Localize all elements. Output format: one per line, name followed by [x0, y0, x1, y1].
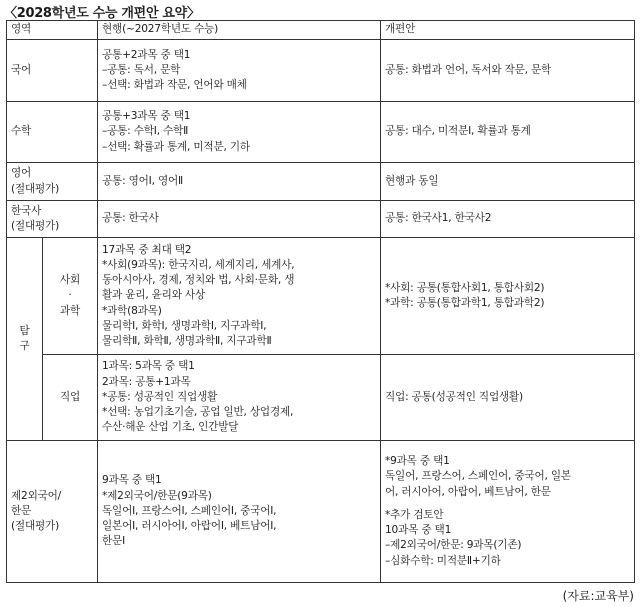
english-reform: 현행과 동일 [381, 163, 635, 201]
reform-summary-table [6, 20, 635, 583]
row-history [7, 201, 635, 238]
row-math [7, 102, 635, 163]
area-inquiry: 탐 구 [7, 238, 43, 441]
vocational-current: 1과목: 5과목 중 택1 2과목: 공통+1과목 *공통: 성공적인 직업생활 *선택: 농업기초기술, 공업 일반, 상업경제, 수산·해운 산업 기초, 인간발달 [98, 355, 381, 441]
math-current: 공통+3과목 중 택1 –공통: 수학Ⅰ, 수학Ⅱ –선택: 확률과 통계, 미적분, 기하 [98, 102, 381, 163]
social-science-current: 17과목 중 최대 택2 *사회(9과목): 한국지리, 세계지리, 세계사, 동아시아사, 경제, 정치와 법, 사회·문화, 생 활과 윤리, 윤리와 사상 *과학(8과목) 물리학Ⅰ, 화학Ⅰ, 생명과학Ⅰ, 지구과학Ⅰ, 물리학Ⅱ, 화학Ⅱ, 생명과학Ⅱ, 지구과학Ⅱ [98, 238, 381, 355]
row-inquiry-vocational [7, 355, 635, 441]
header-row [7, 21, 635, 40]
english-current: 공통: 영어Ⅰ, 영어Ⅱ [98, 163, 381, 201]
row-english [7, 163, 635, 201]
math-reform: 공통: 대수, 미적분Ⅰ, 확률과 통계 [381, 102, 635, 163]
source-note: (자료:교육부) [562, 589, 634, 603]
header-reform: 개편안 [381, 21, 635, 40]
korean-current: 공통+2과목 중 택1 –공통: 독서, 문학 –선택: 화법과 작문, 언어와 매체 [98, 40, 381, 102]
area-math: 수학 [7, 102, 98, 163]
foreign-language-reform: *9과목 중 택1 독일어, 프랑스어, 스페인어, 중국어, 일본 어, 러시아어, 아랍어, 베트남어, 한문 *추가 검토안 10과목 중 택1 –제2외국어/한문: 9과목(기존) –심화수학: 미적분Ⅱ+기하 [381, 441, 635, 583]
area-korean: 국어 [7, 40, 98, 102]
document-title: 〈2028학년도 수능 개편안 요약〉 [4, 6, 200, 21]
history-current: 공통: 한국사 [98, 201, 381, 238]
row-foreign-language [7, 441, 635, 583]
area-foreign-language: 제2외국어/ 한문 (절대평가) [7, 441, 98, 583]
social-science-reform: *사회: 공통(통합사회1, 통합사회2) *과학: 공통(통합과학1, 통합과학2) [381, 238, 635, 355]
row-inquiry-social-science [7, 238, 635, 355]
vocational-reform: 직업: 공통(성공적인 직업생활) [381, 355, 635, 441]
area-history: 한국사 (절대평가) [7, 201, 98, 238]
area-english: 영어 (절대평가) [7, 163, 98, 201]
sub-area-social-science: 사회 · 과학 [43, 238, 98, 355]
history-reform: 공통: 한국사1, 한국사2 [381, 201, 635, 238]
header-area: 영역 [7, 21, 98, 40]
row-korean [7, 40, 635, 102]
header-current: 현행(~2027학년도 수능) [98, 21, 381, 40]
foreign-language-current: 9과목 중 택1 *제2외국어/한문(9과목) 독일어Ⅰ, 프랑스어Ⅰ, 스페인어Ⅰ, 중국어Ⅰ, 일본어Ⅰ, 러시아어Ⅰ, 아랍어Ⅰ, 베트남어Ⅰ, 한문Ⅰ [98, 441, 381, 583]
sub-area-vocational: 직업 [43, 355, 98, 441]
korean-reform: 공통: 화법과 언어, 독서와 작문, 문학 [381, 40, 635, 102]
